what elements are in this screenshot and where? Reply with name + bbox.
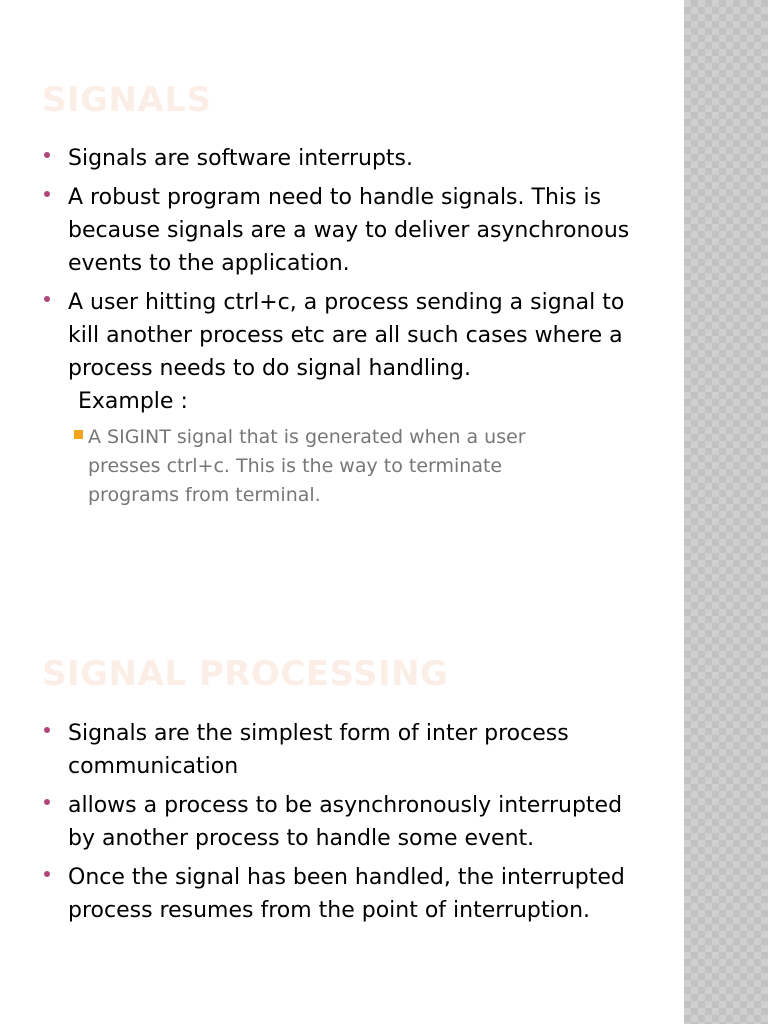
side-pattern-panel [684,0,768,1024]
bullet-text: Signals are software interrupts. [68,146,413,171]
bullet-text: Once the signal has been handled, the interrupted process resumes from the point of interruption. [68,865,625,923]
slide-title: SIGNAL PROCESSING [42,654,449,694]
slide-title: SIGNALS [42,80,212,120]
bullet-text: allows a process to be asynchronously interrupted by another process to handle some event. [68,793,623,851]
bullet-text: Signals are the simplest form of inter process communication [68,721,569,779]
bullet-text: A user hitting ctrl+c, a process sending a signal to kill another process etc are all such cases where a process needs to do signal handling. [68,290,625,381]
bullet-list [42,717,642,933]
sub-bullet-text: A SIGINT signal that is generated when a user presses ctrl+c. This is the way to terminate programs from terminal. [88,426,526,506]
bullet-dot-icon [44,727,50,733]
bullet-dot-icon [44,871,50,877]
bullet-text: A robust program need to handle signals. This is because signals are a way to deliver asynchronous events to the application. [68,185,630,276]
bullet-item [42,861,642,927]
bullet-item [42,789,642,855]
bullet-item [42,717,642,783]
example-label: Example : [78,389,188,414]
bullet-dot-icon [44,799,50,805]
